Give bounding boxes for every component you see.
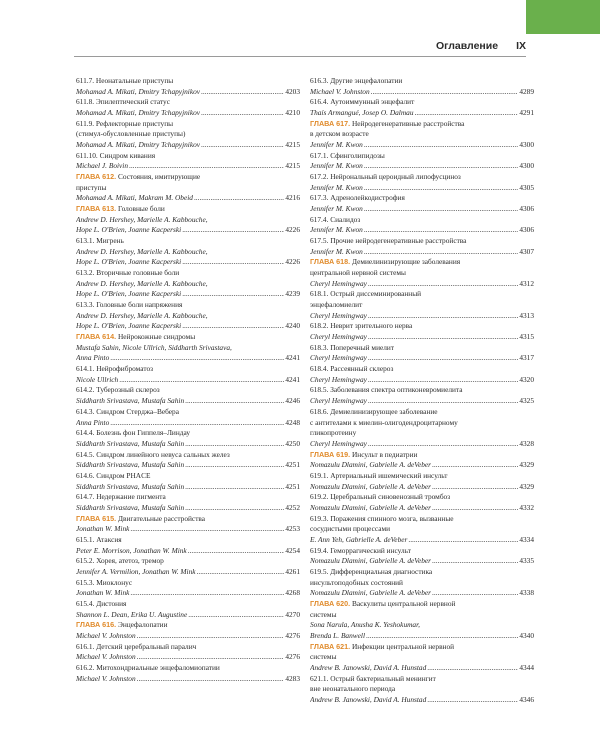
toc-leader-dots: [364, 183, 518, 194]
toc-leader-dots: [368, 311, 518, 322]
toc-chapter-label: ГЛАВА 613.: [76, 204, 117, 214]
toc-leader-dots: [185, 503, 284, 514]
toc-section-title: 617.3. Адренолейкодистрофия: [310, 193, 405, 203]
toc-author-entry: [76, 546, 300, 557]
toc-author-entry: [310, 482, 534, 493]
toc-author: Cheryl Hemingway: [310, 396, 367, 406]
toc-chapter-heading: [310, 257, 534, 268]
toc-author: Jennifer A. Vermilion, Jonathan W. Mink: [76, 566, 196, 576]
header-page-number: IX: [516, 40, 526, 52]
toc-author: Jennifer M. Kwon: [310, 161, 363, 171]
toc-author-entry: [76, 289, 300, 300]
toc-page-number: 4276: [285, 652, 300, 662]
toc-chapter-title: Инфекции центральной нервной: [350, 641, 455, 651]
toc-page-number: 4251: [285, 481, 300, 491]
toc-chapter-title: Инсульт в педиатрии: [350, 449, 418, 459]
toc-author-entry: [76, 321, 300, 332]
toc-section-title: 614.5. Синдром линейного невуса сальных желез: [76, 449, 230, 459]
toc-author-entry: [310, 279, 534, 290]
toc-author-entry: [310, 535, 534, 546]
toc-author-entry: [310, 353, 534, 364]
toc-section-title: энцефаломиелит: [310, 300, 363, 310]
toc-author: Cheryl Hemingway: [310, 374, 367, 384]
toc-author: Cheryl Hemingway: [310, 353, 367, 363]
toc-chapter-label: ГЛАВА 621.: [310, 641, 351, 651]
toc-author: Siddharth Srivastava, Mustafa Sahin: [76, 481, 185, 491]
toc-author-entry: [310, 695, 534, 706]
toc-page-number: 4253: [285, 524, 300, 534]
toc-author-entry: [76, 588, 300, 599]
toc-chapter-label: ГЛАВА 617.: [310, 118, 351, 128]
toc-leader-dots: [185, 482, 284, 493]
toc-section-title: 614.7. Недержание пигмента: [76, 492, 166, 502]
toc-section-title: 619.2. Церебральный синовенозный тромбоз: [310, 492, 451, 502]
toc-page-number: 4210: [285, 108, 300, 118]
toc-leader-dots: [364, 247, 518, 258]
toc-author: Brenda L. Banwell: [310, 630, 366, 640]
toc-section-title: 611.8. Эпилептический статус: [76, 97, 170, 107]
toc-section-title: 615.4. Дистония: [76, 598, 127, 608]
toc-section-title: 621.1. Острый бактериальный менингит: [310, 673, 436, 683]
toc-author: Nomazulu Dlamini, Gabrielle A. deVeber: [310, 588, 432, 598]
toc-leader-dots: [182, 225, 284, 236]
toc-author-entry: [310, 460, 534, 471]
toc-section-title: гликопротеину: [310, 428, 357, 438]
toc-leader-dots: [201, 108, 284, 119]
toc-author-entry: [76, 193, 300, 204]
toc-leader-dots: [364, 140, 518, 151]
toc-author: Hope L. O'Brien, Joanne Kacperski: [76, 321, 182, 331]
toc-author: Michael J. Boivin: [76, 161, 128, 171]
toc-author: Jennifer M. Kwon: [310, 225, 363, 235]
toc-page-number: 4289: [519, 86, 534, 96]
toc-page-number: 4306: [519, 225, 534, 235]
toc-section-title: в детском возрасте: [310, 129, 369, 139]
toc-page-number: 4300: [519, 140, 534, 150]
toc-author: Andrew D. Hershey, Marielle A. Kabbouche,: [76, 246, 208, 256]
toc-section-title: 619.5. Дифференциальная диагностика: [310, 566, 433, 576]
toc-author-entry: [76, 396, 300, 407]
toc-leader-dots: [432, 503, 518, 514]
toc-leader-dots: [188, 610, 284, 621]
toc-page-number: 4344: [519, 662, 534, 672]
toc-author-entry: [310, 311, 534, 322]
toc-section-title: 618.2. Неврит зрительного нерва: [310, 321, 413, 331]
toc-author-entry: [310, 631, 534, 642]
toc-author-entry: [76, 140, 300, 151]
toc-page-number: 4240: [285, 321, 300, 331]
toc-leader-dots: [368, 353, 518, 364]
toc-section-title: вне неонатального периода: [310, 684, 396, 694]
toc-page-number: 4270: [285, 609, 300, 619]
toc-section-title: 611.7. Неонатальные приступы: [76, 76, 174, 85]
toc-author-entry: [310, 503, 534, 514]
toc-page-number: 4332: [519, 502, 534, 512]
toc-author: Mustafa Sahin, Nicole Ullrich, Siddharth Srivastava,: [76, 342, 232, 352]
toc-leader-dots: [371, 87, 519, 98]
toc-chapter-heading: [76, 172, 300, 183]
toc-leader-dots: [364, 161, 518, 172]
toc-section-title: 614.1. Нейрофиброматоз: [76, 364, 154, 374]
toc-section-title: 615.2. Хорея, атетоз, тремор: [76, 556, 164, 566]
toc-leader-dots: [185, 396, 284, 407]
toc-section-title: приступы: [76, 182, 107, 192]
toc-page-number: 4216: [285, 193, 300, 203]
toc-chapter-title: Энцефалопатии: [116, 620, 168, 630]
toc-page-number: 4283: [285, 673, 300, 683]
toc-author: Jennifer M. Kwon: [310, 204, 363, 214]
toc-author-entry: [76, 108, 300, 119]
toc-author: Nomazulu Dlamini, Gabrielle A. deVeber: [310, 460, 432, 470]
toc-leader-dots: [432, 460, 518, 471]
toc-leader-dots: [364, 204, 518, 215]
toc-section-title: системы: [310, 609, 337, 619]
toc-page-number: 4215: [285, 161, 300, 171]
toc-section-title: (стимул-обусловленные приступы): [76, 129, 186, 139]
toc-author-entry: [76, 439, 300, 450]
toc-chapter-title: Двигательные расстройства: [116, 513, 206, 523]
toc-section-title: 614.4. Болезнь фон Гиппеля–Линдау: [76, 428, 191, 438]
toc-section-title: 611.9. Рефлекторные приступы: [76, 118, 174, 128]
toc-author-entry: [76, 418, 300, 429]
toc-leader-dots: [432, 482, 518, 493]
toc-page-number: 4261: [285, 566, 300, 576]
toc-chapter-label: ГЛАВА 614.: [76, 332, 117, 342]
toc-chapter-label: ГЛАВА 619.: [310, 449, 351, 459]
toc-section-title: 614.6. Синдром PHACE: [76, 470, 151, 480]
toc-author-entry: [310, 663, 534, 674]
toc-page-number: 4334: [519, 534, 534, 544]
toc-author-entry: [310, 396, 534, 407]
toc-chapter-label: ГЛАВА 612.: [76, 172, 117, 182]
toc-author-entry: [76, 482, 300, 493]
toc-section-title: сосудистыми процессами: [310, 524, 391, 534]
toc-page-number: 4254: [285, 545, 300, 555]
toc-page-number: 4250: [285, 438, 300, 448]
toc-author: E. Ann Yeh, Gabrielle A. deVeber: [310, 534, 408, 544]
toc-author-entry: [310, 204, 534, 215]
toc-author: Jennifer M. Kwon: [310, 182, 363, 192]
toc-author: Michael V. Johnston: [76, 652, 136, 662]
toc-author: Anna Pinto: [76, 417, 110, 427]
toc-author: Cheryl Hemingway: [310, 438, 367, 448]
toc-chapter-heading: [76, 620, 300, 631]
toc-author: Mohamad A. Mikati, Dmitry Tchapyjnikov: [76, 108, 201, 118]
header-rule: [74, 56, 526, 57]
toc-chapter-heading: [310, 642, 534, 653]
toc-page-number: 4203: [285, 86, 300, 96]
toc-author-entry: [310, 556, 534, 567]
toc-author: Andrew D. Hershey, Marielle A. Kabbouche,: [76, 310, 208, 320]
toc-page-number: 4300: [519, 161, 534, 171]
toc-author: Nomazulu Dlamini, Gabrielle A. deVeber: [310, 556, 432, 566]
toc-page-number: 4329: [519, 460, 534, 470]
toc-section-title: системы: [310, 652, 337, 662]
toc-author: Michael V. Johnston: [310, 86, 370, 96]
toc-chapter-heading: [76, 514, 300, 525]
toc-author-entry: [76, 631, 300, 642]
toc-author-entry: [76, 567, 300, 578]
toc-author-entry: [310, 439, 534, 450]
toc-section-title: 613.2. Вторичные головные боли: [76, 268, 180, 278]
toc-author: Andrew D. Hershey, Marielle A. Kabbouche,: [76, 214, 208, 224]
toc-author: Anna Pinto: [76, 353, 110, 363]
toc-page-number: 4335: [519, 556, 534, 566]
toc-column-left: [76, 76, 300, 684]
toc-leader-dots: [432, 588, 518, 599]
toc-author-entry: [310, 225, 534, 236]
toc-leader-dots: [137, 652, 285, 663]
toc-page-number: 4313: [519, 310, 534, 320]
toc-author-entry: [76, 503, 300, 514]
toc-author: Michael V. Johnston: [76, 673, 136, 683]
toc-author-entry: [76, 610, 300, 621]
toc-page-number: 4251: [285, 460, 300, 470]
toc-page-number: 4268: [285, 588, 300, 598]
toc-author-entry: [310, 375, 534, 386]
toc-section-title: 619.1. Артериальный ишемический инсульт: [310, 470, 448, 480]
toc-author: Hope L. O'Brien, Joanne Kacperski: [76, 289, 182, 299]
toc-author: Jonathan W. Mink: [76, 524, 130, 534]
toc-author: Andrew D. Hershey, Marielle A. Kabbouche,: [76, 278, 208, 288]
toc-author-entry: [76, 225, 300, 236]
toc-leader-dots: [368, 279, 518, 290]
toc-author-entry: [310, 140, 534, 151]
toc-chapter-label: ГЛАВА 618.: [310, 257, 351, 267]
toc-leader-dots: [427, 663, 518, 674]
toc-leader-dots: [182, 257, 284, 268]
toc-author: Shannon L. Dean, Erika U. Augustine: [76, 609, 188, 619]
toc-chapter-title: Васкулиты центральной нервной: [350, 598, 456, 608]
toc-author-entry: [76, 674, 300, 685]
header-title: Оглавление: [435, 40, 499, 52]
toc-page-number: 4312: [519, 278, 534, 288]
toc-page-number: 4241: [285, 374, 300, 384]
toc-chapter-label: ГЛАВА 620.: [310, 598, 351, 608]
toc-section-title: 618.4. Рассеянный склероз: [310, 364, 394, 374]
toc-section-title: 618.3. Поперечный миелит: [310, 342, 395, 352]
toc-author: Jonathan W. Mink: [76, 588, 130, 598]
toc-author: Hope L. O'Brien, Joanne Kacperski: [76, 225, 182, 235]
toc-author-entry: [76, 524, 300, 535]
toc-chapter-heading: [310, 119, 534, 130]
toc-leader-dots: [197, 567, 285, 578]
toc-leader-dots: [188, 546, 285, 557]
toc-leader-dots: [368, 375, 518, 386]
toc-author: Mohamad A. Mikati, Dmitry Tchapyjnikov: [76, 140, 201, 150]
toc-leader-dots: [368, 439, 518, 450]
toc-author-entry: [310, 332, 534, 343]
toc-leader-dots: [130, 588, 284, 599]
toc-chapter-heading: [76, 332, 300, 343]
toc-section-title: 611.10. Синдром кивания: [76, 150, 156, 160]
toc-leader-dots: [137, 631, 285, 642]
toc-author: Nomazulu Dlamini, Gabrielle A. deVeber: [310, 481, 432, 491]
toc-author-entry: [76, 652, 300, 663]
toc-author: Hope L. O'Brien, Joanne Kacperski: [76, 257, 182, 267]
toc-section-title: 619.3. Поражения спинного мозга, вызванные: [310, 513, 454, 523]
toc-author-entry: [76, 353, 300, 364]
toc-section-title: 618.6. Демиелинизирующее заболевание: [310, 406, 438, 416]
toc-section-title: 617.5. Прочие нейродегенеративные расстройства: [310, 236, 467, 246]
toc-section-title: 619.4. Геморрагический инсульт: [310, 545, 411, 555]
toc-section-title: 617.2. Нейрональный цероидный липофусциноз: [310, 172, 461, 182]
toc-author: Mohamad A. Mikati, Dmitry Tchapyjnikov: [76, 86, 201, 96]
toc-author-entry: [310, 247, 534, 258]
toc-author: Jennifer M. Kwon: [310, 246, 363, 256]
toc-section-title: 613.3. Головные боли напряжения: [76, 300, 183, 310]
toc-author: Siddharth Srivastava, Mustafa Sahin: [76, 502, 185, 512]
section-color-tab: [526, 0, 600, 34]
toc-page-number: 4346: [519, 694, 534, 704]
toc-leader-dots: [368, 332, 518, 343]
toc-page-number: 4305: [519, 182, 534, 192]
toc-page-number: 4306: [519, 204, 534, 214]
toc-chapter-label: ГЛАВА 615.: [76, 513, 117, 523]
toc-section-title: 614.3. Синдром Стерджа–Вебера: [76, 406, 179, 416]
toc-author: Mohamad A. Mikati, Makram M. Obeid: [76, 193, 193, 203]
toc-chapter-title: Головные боли: [116, 204, 165, 214]
toc-author: Sona Narula, Anusha K. Yeshokumar,: [310, 620, 420, 630]
toc-section-title: 616.2. Митохондриальные энцефаломиопатии: [76, 662, 220, 672]
toc-author: Andrew B. Janowski, David A. Hunstad: [310, 662, 427, 672]
toc-leader-dots: [110, 418, 284, 429]
toc-chapter-heading: [310, 599, 534, 610]
toc-author-entry: [76, 161, 300, 172]
toc-section-title: 618.5. Заболевания спектра оптиконевромиелита: [310, 385, 463, 395]
toc-page-number: 4215: [285, 140, 300, 150]
toc-page-number: 4226: [285, 257, 300, 267]
toc-author: Siddharth Srivastava, Mustafa Sahin: [76, 396, 185, 406]
toc-author: Andrew B. Janowski, David A. Hunstad: [310, 694, 427, 704]
toc-chapter-heading: [310, 450, 534, 461]
toc-page-number: 4239: [285, 289, 300, 299]
toc-author-entry: [76, 257, 300, 268]
toc-author: Cheryl Hemingway: [310, 332, 367, 342]
toc-leader-dots: [185, 460, 284, 471]
toc-leader-dots: [110, 353, 284, 364]
toc-leader-dots: [366, 631, 518, 642]
toc-section-title: 616.4. Аутоиммунный энцефалит: [310, 97, 415, 107]
toc-chapter-title: Демиелинизирующие заболевания: [350, 257, 461, 267]
toc-column-right: [310, 76, 534, 706]
toc-page-number: 4241: [285, 353, 300, 363]
toc-section-title: 614.2. Туберозный склероз: [76, 385, 160, 395]
toc-leader-dots: [129, 161, 284, 172]
toc-leader-dots: [119, 375, 284, 386]
toc-section-title: с антителами к миелин-олигодендроцитарному: [310, 417, 458, 427]
toc-author-entry: [310, 87, 534, 98]
toc-page-number: 4340: [519, 630, 534, 640]
toc-author-entry: [76, 460, 300, 471]
toc-leader-dots: [182, 321, 284, 332]
toc-author: Thaís Armangué, Josep O. Dalmau: [310, 108, 414, 118]
toc-leader-dots: [194, 193, 284, 204]
toc-section-title: 617.1. Сфинголипидозы: [310, 150, 385, 160]
toc-page-number: 4252: [285, 502, 300, 512]
toc-chapter-title: Состояния, имитирующие: [116, 172, 201, 182]
toc-author-entry: [310, 108, 534, 119]
toc-chapter-label: ГЛАВА 616.: [76, 620, 117, 630]
toc-page-number: 4307: [519, 246, 534, 256]
toc-page-number: 4329: [519, 481, 534, 491]
toc-section-title: 617.4. Сиалидоз: [310, 214, 361, 224]
toc-author: Cheryl Hemingway: [310, 310, 367, 320]
toc-leader-dots: [185, 439, 284, 450]
toc-author: Siddharth Srivastava, Mustafa Sahin: [76, 460, 185, 470]
toc-page-number: 4317: [519, 353, 534, 363]
toc-chapter-title: Нейродегенеративные расстройства: [350, 118, 465, 128]
toc-author: Siddharth Srivastava, Mustafa Sahin: [76, 438, 185, 448]
toc-leader-dots: [415, 108, 519, 119]
toc-author-entry: [310, 588, 534, 599]
toc-leader-dots: [182, 289, 284, 300]
toc-section-title: 615.1. Атаксия: [76, 534, 122, 544]
toc-author-entry: [310, 161, 534, 172]
toc-author: Michael V. Johnston: [76, 630, 136, 640]
toc-leader-dots: [408, 535, 518, 546]
toc-author-entry: [76, 87, 300, 98]
toc-leader-dots: [130, 524, 284, 535]
toc-author: Nicole Ullrich: [76, 374, 119, 384]
toc-section-title: центральной нервной системы: [310, 268, 406, 278]
toc-section-title: 616.3. Другие энцефалопатии: [310, 76, 403, 85]
toc-chapter-title: Нейрокожные синдромы: [116, 332, 196, 342]
toc-leader-dots: [368, 396, 518, 407]
toc-page-number: 4320: [519, 374, 534, 384]
toc-leader-dots: [201, 140, 284, 151]
toc-page-number: 4291: [519, 108, 534, 118]
toc-section-title: 615.3. Миоклонус: [76, 577, 133, 587]
toc-leader-dots: [201, 87, 284, 98]
toc-chapter-heading: [76, 204, 300, 215]
toc-leader-dots: [364, 225, 518, 236]
toc-leader-dots: [427, 695, 518, 706]
toc-section-title: 613.1. Мигрень: [76, 236, 124, 246]
toc-page-number: 4246: [285, 396, 300, 406]
toc-page-number: 4248: [285, 417, 300, 427]
toc-leader-dots: [137, 674, 285, 685]
toc-page-number: 4338: [519, 588, 534, 598]
toc-page-number: 4328: [519, 438, 534, 448]
toc-page-number: 4226: [285, 225, 300, 235]
toc-page-number: 4276: [285, 630, 300, 640]
toc-author-entry: [310, 183, 534, 194]
toc-author: Jennifer M. Kwon: [310, 140, 363, 150]
toc-author: Peter E. Morrison, Jonathan W. Mink: [76, 545, 187, 555]
toc-page-number: 4315: [519, 332, 534, 342]
toc-leader-dots: [432, 556, 518, 567]
toc-section-title: инсультоподобных состояний: [310, 577, 403, 587]
toc-section-title: 616.1. Детский церебральный паралич: [76, 641, 197, 651]
toc-author-entry: [76, 375, 300, 386]
toc-author: Cheryl Hemingway: [310, 278, 367, 288]
running-header: [436, 40, 526, 52]
toc-page-number: 4325: [519, 396, 534, 406]
toc-author: Nomazulu Dlamini, Gabrielle A. deVeber: [310, 502, 432, 512]
toc-section-title: 618.1. Острый диссеминированный: [310, 289, 422, 299]
